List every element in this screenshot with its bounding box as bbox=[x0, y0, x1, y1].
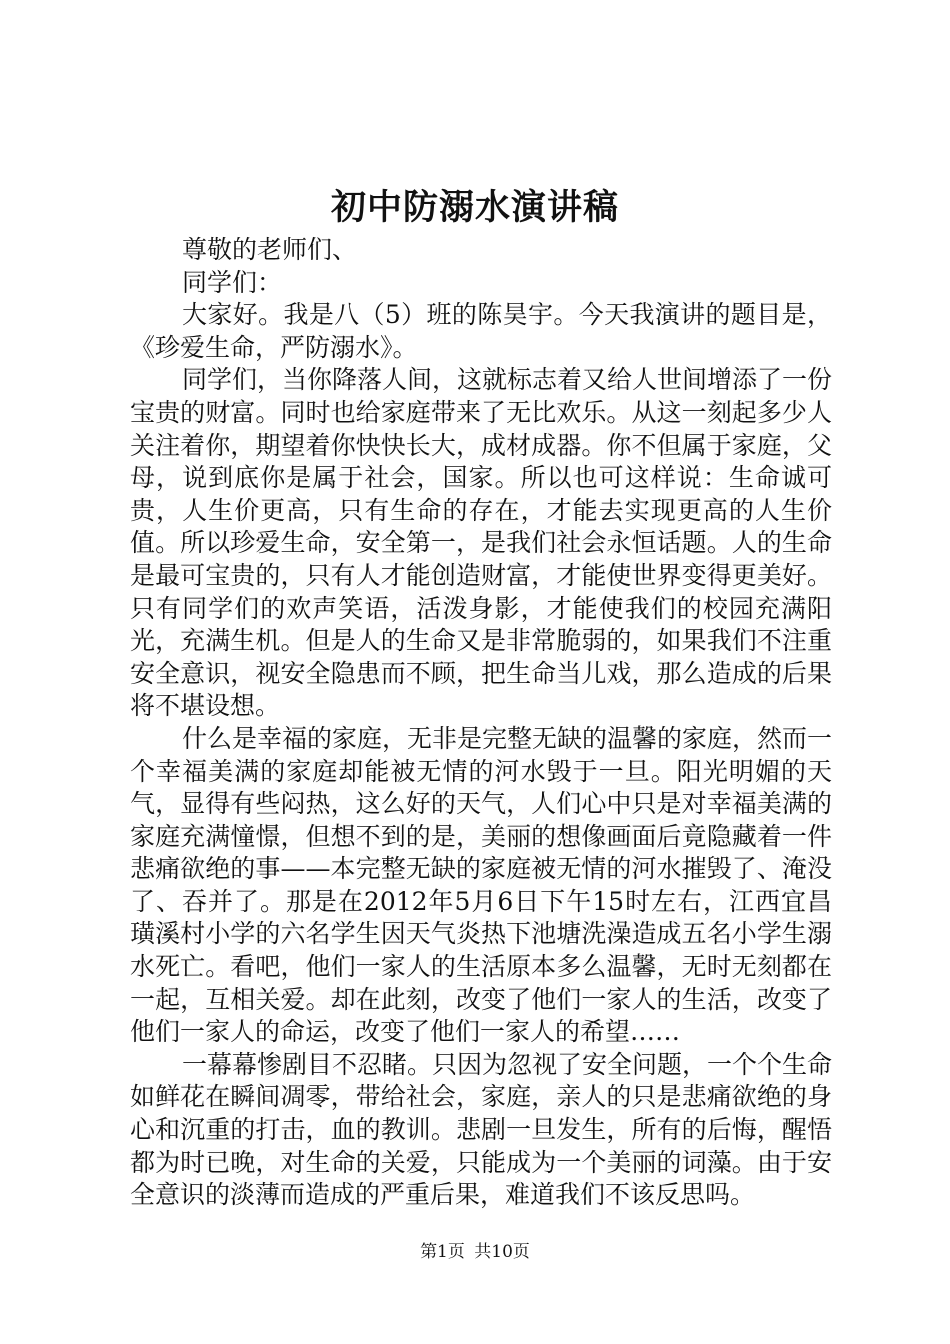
body-paragraph: 大家好。我是八（5）班的陈昊宇。今天我演讲的题目是，《珍爱生命，严防溺水》。 bbox=[130, 300, 832, 362]
salutation-line-2: 同学们： bbox=[182, 267, 283, 297]
body-paragraph: 一幕幕惨剧目不忍睹。只因为忽视了安全问题，一个个生命如鲜花在瞬间凋零，带给社会，家庭，亲人的只是悲痛欲绝的身心和沉重的打击，血的教训。悲剧一旦发生，所有的后悔，醒悟都为时已晚，对生命的关爱，只能成为一个美丽的词藻。由于安全意识的淡薄而造成的严重后果，难道我们不该反思吗。 bbox=[130, 1049, 833, 1210]
body-paragraph: 同学们，当你降落人间，这就标志着又给人世间增添了一份宝贵的财富。同时也给家庭带来了无比欢乐。从这一刻起多少人关注着你，期望着你快快长大，成材成器。你不但属于家庭，父母，说到底你是属于社会，国家。所以也可这样说：生命诚可贵，人生价更高，只有生命的存在，才能去实现更高的人生价值。所以珍爱生命，安全第一，是我们社会永恒话题。人的生命是最可宝贵的，只有人才能创造财富，才能使世界变得更美好。只有同学们的欢声笑语，活泼身影，才能使我们的校园充满阳光，充满生机。但是人的生命又是非常脆弱的，如果我们不注重安全意识，视安全隐患而不顾，把生命当儿戏，那么造成的后果将不堪设想。 bbox=[130, 365, 833, 721]
page-number-footer: 第1页 共10页 bbox=[420, 1242, 530, 1262]
document-body bbox=[130, 234, 832, 1212]
document-title: 初中防溺水演讲稿 bbox=[330, 187, 619, 228]
salutation-line-1: 尊敬的老师们、 bbox=[182, 235, 358, 264]
body-paragraph: 什么是幸福的家庭，无非是完整无缺的温馨的家庭，然而一个幸福美满的家庭却能被无情的河水毁于一旦。阳光明媚的天气，显得有些闷热，这么好的天气，人们心中只是对幸福美满的家庭充满憧憬，但想不到的是，美丽的想像画面后竟隐藏着一件悲痛欲绝的事——本完整无缺的家庭被无情的河水摧毁了、淹没了、吞并了。那是在2012年5月6日下午15时左右，江西宜昌璜溪村小学的六名学生因天气炎热下池塘洗澡造成五名小学生溺水死亡。看吧，他们一家人的生活原本多么温馨，无时无刻都在一起，互相关爱。却在此刻，改变了他们一家人的生活，改变了他们一家人的命运，改变了他们一家人的希望…… bbox=[130, 723, 833, 1047]
